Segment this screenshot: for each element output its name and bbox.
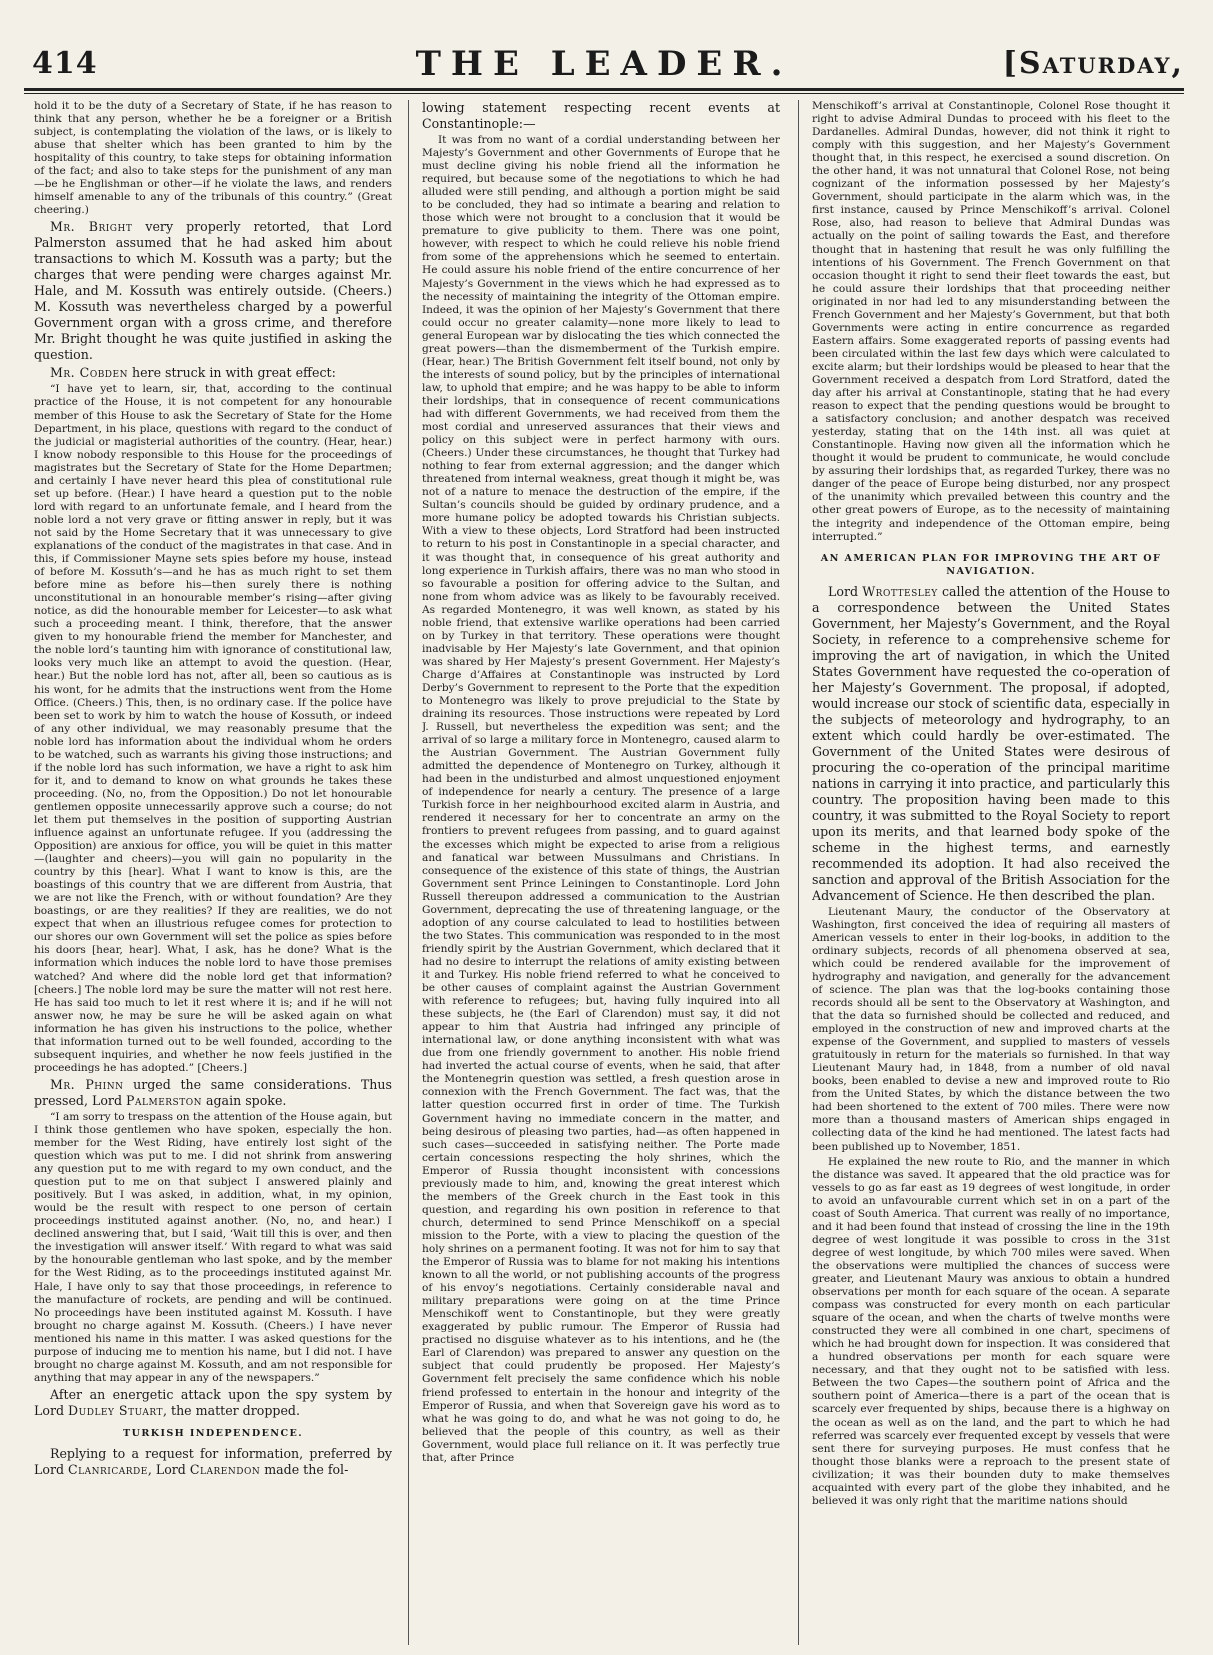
column-2 [422, 100, 780, 1645]
paragraph [34, 1387, 392, 1419]
paragraph-text: After an energetic attack upon the spy system by Lord [34, 1386, 392, 1418]
paragraph: hold it to be the duty of a Secretary of State, if he has reason to think that any person, whether he be a foreigner or a British subject, is contemplating the violation of the laws, or is likely to abuse that shelter which has been granted to him by the hospitality of this country, to take steps for obtaining information of the fact; and also to take steps for the punishment of any man—be he Englishman or other—if he violate the laws, and renders himself amenable to any of the tribunals of this country.” (Great cheering.) [34, 100, 392, 217]
paragraph [34, 1077, 392, 1109]
paragraph: He explained the new route to Rio, and the manner in which the distance was saved. It appeared that the old practice was for vessels to go as far east as 19 degrees of west longitude, in order to avoid an unfavourable current which set in on a part of the coast of South America. That current was really of no importance, and it had been found that instead of crossing the line in the 19th degree of west longitude it was possible to cross in the 31st degree of west longitude, by which 700 miles were saved. When the observations were multiplied the chances of success were greater, and Lieutenant Maury was anxious to obtain a hundred observations per month for each square of the ocean. A separate compass was constructed for every month on each particular square of the ocean, and when the charts of twelve months were constructed they were all combined in one chart, specimens of which he had brought down for inspection. It was considered that a hundred observations per month for each square were necessary, and that they ought not to be satisfied with less. Between the two Capes—the southern point of Africa and the southern point of America—there is a part of the ocean that is scarcely ever frequented by ships, because there is a highway on the ocean as well as on the land, and the part to which he had referred was scarcely ever frequented except by vessels that were sent there for surveying purposes. He must confess that he thought those blanks were a reproach to the present state of civilization; it was their bounden duty to make themselves acquainted with every part of the globe they inhabited, and he believed it was only right that the maritime nations should [812, 1155, 1170, 1507]
speaker-name: Mr. Cobden [50, 365, 128, 381]
paragraph-text: urged the same considerations. Thus pressed, Lord [34, 1076, 392, 1108]
speaker-name: Clarendon [189, 1461, 261, 1477]
paragraph [34, 365, 392, 381]
paragraph: It was from no want of a cordial understanding between her Majesty’s Government and other Governments of Europe that he must decline giving his noble friend all the information he required, but because some of the negotiations to which he had alluded were still pending, and although a portion might be said to be concluded, they had so intimate a bearing and relation to those which were not brought to a conclusion that it would be premature to give publicity to them. There was one point, however, with respect to which he could relieve his noble friend from some of the apprehensions which he seemed to entertain. He could assure his noble friend of the entire concurrence of her Majesty’s Government in the views which he had expressed as to the necessity of maintaining the integrity of the Ottoman empire. Indeed, it was the opinion of her Majesty’s Government that there could occur no greater calamity—none more likely to lead to general European war by dislocating the ties which connected the great powers—than the dismemberment of the Turkish empire. (Hear, hear.) The British Government felt itself bound, not only by the interests of sound policy, but by the principles of international law, to uphold that empire; and he was happy to be able to inform their lordships, that in consequence of recent communications had with different Governments, we had received from them the most cordial and unreserved assurances that their views and policy on this subject were in perfect harmony with ours. (Cheers.) Under these circumstances, he thought that Turkey had nothing to fear from external aggression; and the danger which threatened from internal weakness, great though it might be, was not of a nature to menace the destruction of the empire, if the Sultan’s councils should be guided by ordinary prudence, and a more humane policy be adopted towards his Christian subjects. With a view to these objects, Lord Stratford had been instructed to return to his post in Constantinople in a special character, and it was thought that, in consequence of his great authority and long experience in Turkish affairs, there was no man who stood in so favourable a position for offering advice to the Sultan, and none from whom advice was as likely to be favourably received. As regarded Montenegro, it was well known, as stated by his noble friend, that extensive warlike operations had been carried on by Turkey in that territory. These operations were thought inadvisable by Her Majesty’s late Government, and that opinion was shared by Her Majesty’s present Government. Her Majesty’s Charge d’Affaires at Constantinople was instructed by Lord Derby’s Government to represent to the Porte that the expedition to Montenegro was likely to prove prejudicial to the State by draining its resources. Those instructions were repeated by Lord J. Russell, but nevertheless the expedition was sent; and the arrival of so large a military force in Montenegro, caused alarm to the Austrian Government. The Austrian Government fully admitted the dependence of Montenegro on Turkey, although it had been in the undisturbed and almost unquestioned enjoyment of independence for nearly a century. The presence of a large Turkish force in her neighbourhood excited alarm in Austria, and rendered it necessary for her to concentrate an army on the frontiers to prevent refugees from passing, and to guard against the excesses which might be expected to arise from a religious and fanatical war between Mussulmans and Christians. In consequence of the existence of this state of things, the Austrian Government sent Prince Leiningen to Constantinople. Lord John Russell thereupon addressed a communication to the Austrian Government, deprecating the use of threatening language, or the adoption of any course calculated to lead to hostilities between the two States. This communication was responded to in the most friendly spirit by the Austrian Government, which declared that it had no desire to interrupt the relations of amity existing between it and Turkey. His noble friend referred to what he conceived to be other causes of complaint against the Austrian Government with reference to refugees; but, having fully inquired into all these subjects, he (the Earl of Clarendon) must say, it did not appear to him that Austria had infringed any principle of international law, or done anything inconsistent with what was due from one friendly government to another. His noble friend had inverted the actual course of events, when he said, that after the Montenegrin question was settled, a fresh question arose in connexion with the French Government. The fact was, that the latter question occurred first in order of time. The Turkish Government having no immediate concern in the matter, and being desirous of pleasing two parties, had—as often happened in such cases—succeeded in satisfying neither. The Porte made certain concessions respecting the holy shrines, which the Emperor of Russia thought inconsistent with concessions previously made to him, and, knowing the great interest which the members of the Greek church in the East took in this question, and regarding his own position in reference to that church, determined to send Prince Menschikoff on a special mission to the Porte, with a view to placing the question of the holy shrines on a permanent footing. It was not for him to say that the Emperor of Russia was to blame for not making his intentions known to all the world, or not publishing accounts of the progress of his envoy’s negotiations. Certainly considerable naval and military preparations were going on at the time Prince Menschikoff went to Constantinople, but they were greatly exaggerated by public rumour. The Emperor of Russia had practised no disguise whatever as to his intentions, and he (the Earl of Clarendon) was prepared to answer any question on the subject that could prudently be proposed. Her Majesty’s Government felt precisely the same confidence which his noble friend professed to entertain in the honour and integrity of the Emperor of Russia, and when that Sovereign gave his word as to what he was going to do, and what he was not going to do, he believed that the people of this country, as well as their Government, would place full reliance on it. It was perfectly true that, after Prince [422, 134, 780, 1464]
section-heading: TURKISH INDEPENDENCE. [123, 1427, 303, 1439]
newspaper-title: THE LEADER. [415, 44, 793, 84]
paragraph [34, 219, 392, 363]
speaker-name: Dudley Stuart [68, 1402, 163, 1418]
paragraph: “I have yet to learn, sir, that, according to the continual practice of the House, it is not competent for any honourable member of this House to ask the Secretary of State for the Home Department, in his place, questions with regard to the conduct of the judicial or magisterial authorities of the country. (Hear, hear.) I know nobody responsible to this House for the proceedings of magistrates but the Secretary of State for the Home Departmen; and certainly I have never heard this plea of constitutional rule set up before. (Hear.) I have heard a question put to the noble lord with regard to an unfortunate female, and I heard from the noble lord a not very grave or fitting answer in reply, but it was not said by the Home Secretary that it was unnecessary to give explanations of the conduct of the magistrates in that case. And in this, if Commissioner Mayne sets spies before my house, instead of before M. Kossuth’s—and he has as much right to set them before mine as before his—then surely there is nothing unconstitutional in an honourable member’s rising—after giving notice, as did the honourable member for Leicester—to ask what such a proceeding meant. I think, therefore, that the answer given to my honourable friend the member for Manchester, and the noble lord’s taunting him with ignorance of constitutional law, looks very much like an attempt to avoid the question. (Hear, hear.) But the noble lord has not, after all, been so cautious as is his wont, for he admits that the instructions went from the Home Office. (Cheers.) This, then, is no ordinary case. If the police have been set to work by him to watch the house of Kossuth, or indeed of any other individual, we may reasonably presume that the noble lord has information about the individual whom he orders to be watched, such as warrants his giving those instructions; and if the noble lord has such information, we have a right to ask him for it, and to demand to know on what grounds he takes these proceeding. (No, no, from the Opposition.) Do not let honourable gentlemen opposite unnecessarily approve such a course; do not let them put themselves in the position of supporting Austrian influence against an unfortunate refugee. If you (addressing the Opposition) are anxious for office, you will be quiet in this matter—(laughter and cheers)—you will gain no popularity in the country by this [hear]. What I want to know is this, are the boastings of this country that we are different from Austria, that we are not like the French, with or without foundation? Are they boastings, or are they realities? If they are realities, we do not expect that when an illustrious refugee comes for protection to our shores our own Government will set the police as spies before his doors [hear, hear]. What, I ask, has he done? What is the information which induces the noble lord to have those premises watched? And where did the noble lord get that information? [cheers.] The noble lord may be sure the matter will not rest here. He has said too much to let it rest where it is; and if he will not answer now, he may be sure he will be asked again on what information he has given his instructions to the police, whether that information turned out to be well founded, according to the subsequent inquiries, and whether he now feels justified in the proceedings he has adopted.” [Cheers.] [34, 383, 392, 1074]
paragraph-text: Lord [828, 583, 859, 599]
paragraph: lowing statement respecting recent events at Constantinople:— [422, 100, 780, 131]
masthead-rule [24, 88, 1184, 91]
speaker-name: Clanricarde [68, 1461, 148, 1477]
paragraph: “I am sorry to trespass on the attention of the House again, but I think those gentlemen who have spoken, especially the hon. member for the West Riding, have entirely lost sight of the question which was put to me. I did not shrink from answering any question put to me with regard to my own conduct, and the question put to me on that subject I answered plainly and positively. But I was asked, in addition, what, in my opinion, would be the result with respect to one person of certain proceedings instituted against another. (No, no, and hear.) I declined answering that, but I said, ‘Wait till this is over, and then the investigation will answer itself.’ With regard to what was said by the honourable gentleman who last spoke, and by the member for the West Riding, as to the proceedings instituted against Mr. Hale, I have only to say that those proceedings, in reference to the manufacture of rockets, are pending and will be continued. No proceedings have been instituted against M. Kossuth. I have brought no charge against M. Kossuth. (Cheers.) I have never mentioned his name in this matter. I was asked questions for the purpose of inducing me to mention his name, but I did not. I have brought no charge against M. Kossuth, and am not responsible for anything that may appear in any of the newspapers.” [34, 1110, 392, 1384]
column-3 [812, 100, 1170, 1645]
paragraph: Lieutenant Maury, the conductor of the Observatory at Washington, first conceived the idea of requiring all masters of American vessels to enter in their log-books, in addition to the ordinary subjects, records of all phenomena observed at sea, which could be rendered available for the improvement of hydrography and navigation, and generally for the advancement of science. The plan was that the log-books containing those records should all be sent to the Observatory at Washington, and that the data so furnished should be collected and reduced, and employed in the construction of new and improved charts at the expense of the Government, and supplied to masters of vessels gratuitously in return for the materials so furnished. In that way Lieutenant Maury had, in 1848, from a number of old naval books, been enabled to devise a new and improved route to Rio from the United States, by which the distance between the two had been shortened to the extent of 700 miles. There were now more than a thousand masters of American ships engaged in collecting data of the kind he had mentioned. The latest facts had been published up to November, 1851. [812, 905, 1170, 1153]
issue-day: [Saturday, [1002, 46, 1184, 81]
paragraph [812, 584, 1170, 904]
speaker-name: Wrottesley [862, 583, 938, 599]
paragraph-text: here struck in with great effect: [131, 365, 336, 381]
masthead [24, 44, 1184, 88]
paragraph-text: made the fol- [264, 1461, 349, 1477]
masthead-rule-thin [24, 93, 1184, 94]
column-divider [798, 100, 799, 1645]
column-divider [408, 100, 409, 1645]
paragraph-text: Replying to a request for information, preferred by Lord [34, 1445, 392, 1477]
page-number: 414 [32, 46, 98, 81]
speaker-name: Palmerston [126, 1092, 202, 1108]
paragraph-text: , the matter dropped. [163, 1402, 300, 1418]
paragraph [34, 1446, 392, 1478]
paragraph-text: again spoke. [205, 1092, 287, 1108]
paragraph-text: very properly retorted, that Lord Palmerston assumed that he had asked him about transactions to which M. Kossuth was a party; but the charges that were pending were charges against Mr. Hale, and M. Kossuth was entirely outside. (Cheers.) M. Kossuth was nevertheless charged by a powerful Government organ with a gross crime, and therefore Mr. Bright thought he was quite justified in asking the question. [34, 219, 392, 363]
column-1 [34, 100, 392, 1645]
paragraph-text: , Lord [147, 1461, 186, 1477]
speaker-name: Mr. Bright [50, 219, 133, 235]
paragraph: Menschikoff’s arrival at Constantinople, Colonel Rose thought it right to advise Admiral Dundas to proceed with his fleet to the Dardanelles. Admiral Dundas, however, did not think it right to comply with this suggestion, and her Majesty’s Government thought that, in this respect, he exercised a sound discretion. On the other hand, it was not unnatural that Colonel Rose, not being cognizant of the information possessed by her Majesty’s Government, should participate in the alarm which was, in the first instance, caused by Prince Menschikoff’s arrival. Colonel Rose, also, had reason to believe that Admiral Dundas was actually on the point of sailing towards the East, and therefore thought that in hastening that result he was only fulfilling the intentions of his Government. The French Government on that occasion thought it right to send their fleet towards the east, but he could assure their lordships that that proceeding neither originated in nor had led to any misunderstanding between the French Government and her Majesty’s Government, but that both Governments were acting in entire concurrence as regarded Eastern affairs. Some exaggerated reports of passing events had been circulated within the last few days which were calculated to excite alarm; but their lordships would be pleased to hear that the Government received a despatch from Lord Stratford, dated the day after his arrival at Constantinople, stating that he had every reason to expect that the pending questions would be brought to a satisfactory conclusion; and another despatch was received yesterday, stating that on the 14th inst. all was quiet at Constantinople. Having now given all the information which he thought it would be prudent to communicate, he would conclude by assuring their lordships that, as regarded Turkey, there was no danger of the peace of Europe being disturbed, nor any prospect of the unanimity which prevailed between this country and the other great powers of Europe, as to the necessity of maintaining the integrity and independence of the Ottoman empire, being interrupted.” [812, 100, 1170, 543]
paragraph-text: called the attention of the House to a correspondence between the United States Government, her Majesty’s Government, and the Royal Society, in reference to a comprehensive scheme for improving the art of navigation, in which the United States Government have requested the co-operation of her Majesty’s Government. The proposal, if adopted, would increase our stock of scientific data, especially in the subjects of meteorology and hydrography, to an extent which could hardly be over-estimated. The Government of the United States were desirous of procuring the co-operation of the principal maritime nations in carrying it into practice, and particularly this country. The proposition having been made to this country, it was submitted to the Royal Society to report upon its merits, and that learned body spoke of the scheme in the highest terms, and earnestly recommended its adoption. It had also received the sanction and approval of the British Association for the Advancement of Science. He then described the plan. [812, 583, 1170, 903]
speaker-name: Mr. Phinn [50, 1076, 124, 1092]
section-heading: AN AMERICAN PLAN FOR IMPROVING THE ART OF NAVIGATION. [820, 552, 1162, 577]
